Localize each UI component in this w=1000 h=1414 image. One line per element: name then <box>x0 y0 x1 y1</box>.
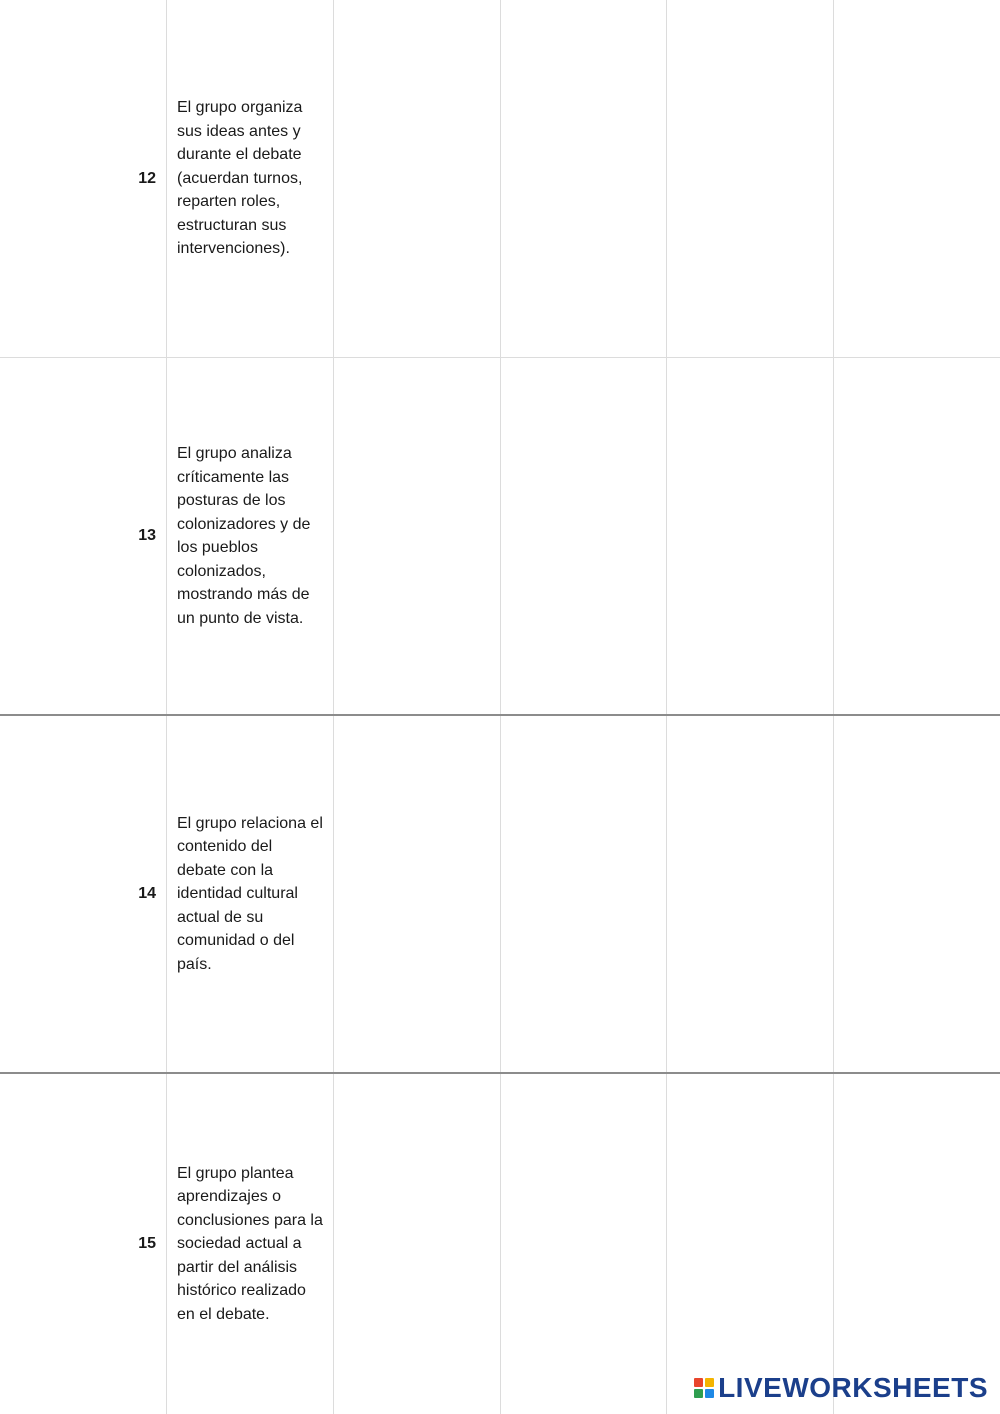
criterion-label: El grupo relaciona el contenido del debate con la identidad cultural actual de su comunidad o del país. <box>177 814 323 973</box>
score-cell[interactable] <box>334 358 500 714</box>
row-number: 14 <box>138 885 156 902</box>
criterion-text <box>167 716 333 1072</box>
score-cell[interactable] <box>834 0 1000 357</box>
table-row <box>0 358 1000 716</box>
score-cell[interactable] <box>834 1074 1000 1414</box>
criterion-label: El grupo organiza sus ideas antes y durante el debate (acuerdan turnos, reparten roles, estructuran sus intervenciones). <box>177 99 303 258</box>
score-cell[interactable] <box>501 1074 666 1414</box>
criterion-label: El grupo analiza críticamente las posturas de los colonizadores y de los pueblos colonizados, mostrando más de un punto de vista. <box>177 445 311 627</box>
score-cell[interactable] <box>834 358 1000 714</box>
criterion-text <box>167 1074 333 1414</box>
row-number: 15 <box>138 1235 156 1252</box>
score-cell[interactable] <box>667 358 833 714</box>
score-cell[interactable] <box>501 0 666 357</box>
score-cell[interactable] <box>501 358 666 714</box>
score-cell[interactable] <box>334 0 500 357</box>
criterion-label: El grupo plantea aprendizajes o conclusiones para la sociedad actual a partir del análisis histórico realizado en el debate. <box>177 1164 323 1323</box>
criterion-text <box>167 358 333 714</box>
score-cell[interactable] <box>667 0 833 357</box>
liveworksheets-logo-icon <box>694 1378 714 1398</box>
criterion-text <box>167 0 333 357</box>
row-number: 12 <box>138 169 156 187</box>
score-cell[interactable] <box>334 1074 500 1414</box>
score-cell[interactable] <box>501 716 666 1072</box>
score-cell[interactable] <box>667 716 833 1072</box>
table-row <box>0 716 1000 1074</box>
liveworksheets-logo <box>694 1372 988 1404</box>
score-cell[interactable] <box>834 716 1000 1072</box>
table-row <box>0 1074 1000 1414</box>
row-number: 13 <box>138 527 156 544</box>
logo-text: LIVEWORKSHEETS <box>718 1372 988 1403</box>
score-cell[interactable] <box>667 1074 833 1414</box>
score-cell[interactable] <box>334 716 500 1072</box>
table-row <box>0 0 1000 358</box>
